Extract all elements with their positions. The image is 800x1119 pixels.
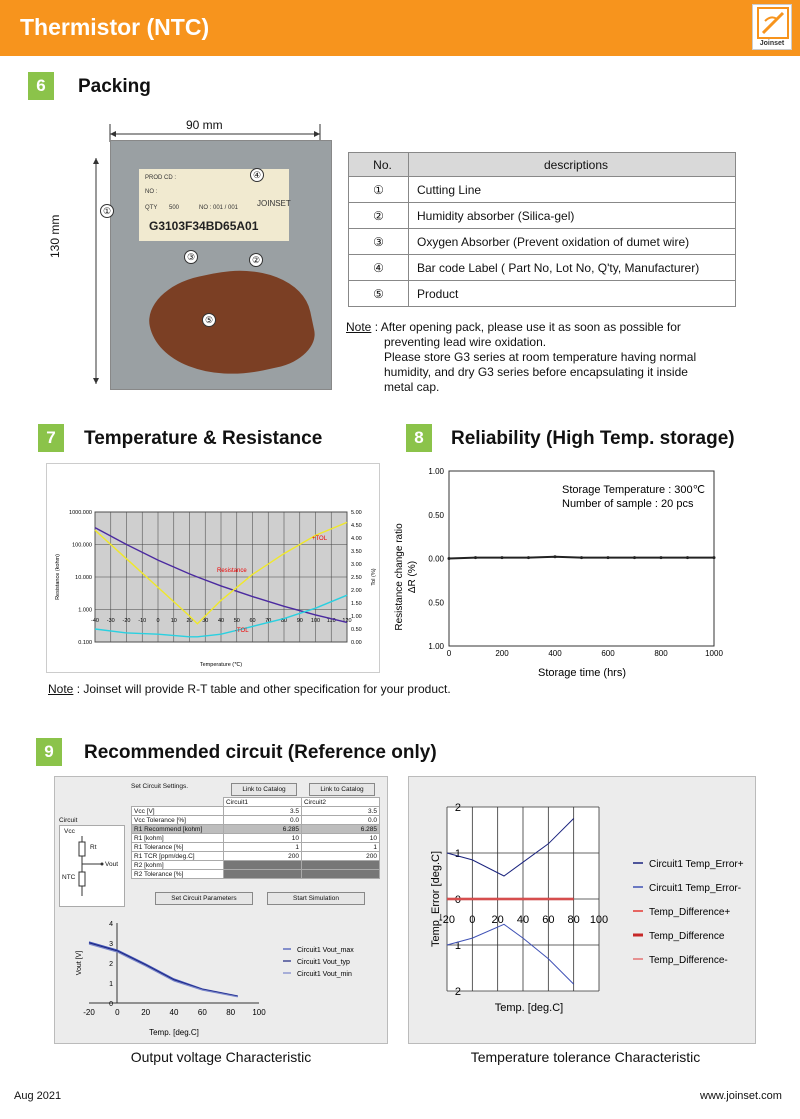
y-tick-label: 10.000 xyxy=(75,575,92,581)
table-row xyxy=(132,843,380,852)
temp-error-chart xyxy=(409,777,757,1045)
temperature-tolerance-panel xyxy=(408,776,756,1044)
circuit-simulator-panel xyxy=(54,776,388,1044)
circuit-settings-table xyxy=(131,797,380,879)
legend-label: Circuit1 Vout_typ xyxy=(297,959,350,966)
table-row xyxy=(132,870,380,879)
row-label: R1 [kohm] xyxy=(132,834,224,843)
table-row xyxy=(349,177,736,203)
x-axis-label: Temperature (℃) xyxy=(199,662,243,668)
link-to-catalog-2-button[interactable]: Link to Catalog xyxy=(309,783,375,796)
legend-label: Circuit1 Temp_Error+ xyxy=(649,859,744,870)
row-desc: Humidity absorber (Silica-gel) xyxy=(409,203,736,229)
circuit2-value[interactable]: 10 xyxy=(302,834,380,843)
x-tick-label: 100 xyxy=(589,914,609,926)
y2-tick-label: 0.50 xyxy=(351,627,362,633)
circuit2-value[interactable]: 0.0 xyxy=(302,816,380,825)
y-axis-label-2: ΔR (%) xyxy=(407,560,418,594)
col-circuit2: Circuit2 xyxy=(302,798,380,807)
x-tick-label: 0 xyxy=(469,914,476,926)
x-axis-label: Temp. [deg.C] xyxy=(149,1028,199,1037)
row-label: R1 Recommend [kohm] xyxy=(132,825,224,834)
vout-label: Vout xyxy=(105,861,119,868)
section-7-title: Temperature & Resistance xyxy=(84,428,323,449)
table-header-row xyxy=(349,153,736,177)
table-row xyxy=(132,816,380,825)
x-tick-label: 400 xyxy=(548,649,562,658)
data-point xyxy=(607,556,610,559)
label-qty: QTY xyxy=(145,205,158,211)
x-tick-label: 70 xyxy=(265,618,272,624)
x-tick-label: -20 xyxy=(83,1008,95,1017)
x-tick-label: 40 xyxy=(217,618,225,624)
col-circuit1: Circuit1 xyxy=(224,798,302,807)
label-no2: NO : 001 / 001 xyxy=(199,205,239,211)
y2-tick-label: 0.00 xyxy=(351,640,362,646)
link-to-catalog-1-button[interactable]: Link to Catalog xyxy=(231,783,297,796)
y-tick-label: 2 xyxy=(454,986,461,998)
packing-description-table xyxy=(348,152,736,307)
y2-tick-label: 4.00 xyxy=(351,536,362,542)
y-axis-label: Temp_Error [deg.C] xyxy=(430,851,442,947)
circuit-diagram xyxy=(59,825,125,907)
start-simulation-button[interactable]: Start Simulation xyxy=(267,892,365,905)
y2-tick-label: 1.50 xyxy=(351,601,362,607)
section-6-number: 6 xyxy=(28,72,54,100)
legend-label: Circuit1 Vout_min xyxy=(297,971,352,978)
x-tick-label: 30 xyxy=(202,618,209,624)
note-line-5: metal cap. xyxy=(384,380,440,394)
tolerance-caption: Temperature tolerance Characteristic xyxy=(470,1049,701,1065)
annotation-minus-tol: -TOL xyxy=(235,628,249,634)
ntc-label: NTC xyxy=(62,874,76,881)
y2-tick-label: 2.00 xyxy=(351,588,362,594)
series-line xyxy=(89,943,238,996)
y2-tick-label: 5.00 xyxy=(351,510,362,516)
data-point xyxy=(580,556,583,559)
circuit2-value xyxy=(302,870,380,879)
circuit1-value[interactable]: 1 xyxy=(224,843,302,852)
note-line-3: Please store G3 series at room temperature having normal xyxy=(384,350,697,364)
y-tick-label: 100.000 xyxy=(72,542,92,549)
y-tick-label: 0 xyxy=(109,1001,113,1008)
y-tick-label: 0.50 xyxy=(428,598,444,608)
table-row xyxy=(132,807,380,816)
marker-1: ① xyxy=(100,204,114,218)
rt-note-label: Note xyxy=(48,682,74,696)
label-prod-cd: PROD CD : xyxy=(145,175,177,181)
y-tick-label: 0.00 xyxy=(428,554,444,564)
data-point xyxy=(527,556,530,559)
y-tick-label: 2 xyxy=(454,802,461,814)
y-tick-label: 1 xyxy=(454,940,461,952)
note-line-2: preventing lead wire oxidation. xyxy=(384,335,547,349)
set-circuit-parameters-button[interactable]: Set Circuit Parameters xyxy=(155,892,253,905)
x-tick-label: 0 xyxy=(446,649,452,658)
circuit1-value[interactable]: 3.5 xyxy=(224,807,302,816)
table-row xyxy=(349,229,736,255)
x-tick-label: 0 xyxy=(115,1008,120,1017)
circuit2-value: 6.285 xyxy=(302,825,380,834)
rt-chart-frame xyxy=(46,463,380,673)
y-tick-label: 1.00 xyxy=(428,642,444,651)
x-tick-label: -40 xyxy=(91,618,99,624)
y-tick-label: 1.00 xyxy=(428,467,444,476)
legend-label: Temp_Difference xyxy=(649,931,725,942)
vout-chart xyxy=(55,913,389,1043)
x-tick-label: 60 xyxy=(542,914,555,926)
label-qty-value: 500 xyxy=(169,205,180,211)
table-row xyxy=(349,203,736,229)
rt-note-text: : Joinset will provide R-T table and other specification for your product. xyxy=(76,682,451,696)
x-tick-label: 20 xyxy=(141,1008,151,1017)
table-row xyxy=(349,281,736,307)
row-no: ③ xyxy=(349,229,409,255)
section-9-number: 9 xyxy=(36,738,62,766)
data-point xyxy=(474,556,477,559)
section-8-title: Reliability (High Temp. storage) xyxy=(451,428,735,449)
reliability-chart xyxy=(392,460,788,690)
output-caption: Output voltage Characteristic xyxy=(130,1049,312,1065)
x-tick-label: 80 xyxy=(567,914,580,926)
annotation-resistance: Resistance xyxy=(217,568,247,574)
x-tick-label: 800 xyxy=(654,649,668,658)
row-label: R2 [kohm] xyxy=(132,861,224,870)
x-tick-label: 20 xyxy=(186,618,193,624)
section-8-number: 8 xyxy=(406,424,432,452)
y-tick-label: 0 xyxy=(454,894,461,906)
marker-5: ⑤ xyxy=(202,313,216,327)
marker-2: ② xyxy=(249,253,263,267)
rt-label: Rt xyxy=(90,844,97,851)
row-label: Vcc Tolerance [%] xyxy=(132,816,224,825)
x-tick-label: 100 xyxy=(252,1008,266,1017)
table-row xyxy=(132,825,380,834)
circuit1-value[interactable]: 10 xyxy=(224,834,302,843)
y2-axis-label: Tol (%) xyxy=(371,568,377,586)
y-tick-label: 0.100 xyxy=(78,640,92,646)
set-circuit-settings-label: Set Circuit Settings. xyxy=(131,783,189,790)
x-tick-label: 110 xyxy=(326,618,336,624)
y2-tick-label: 2.50 xyxy=(351,575,362,581)
marker-3: ③ xyxy=(184,250,198,264)
x-tick-label: 120 xyxy=(342,618,352,624)
row-label: R2 Tolerance [%] xyxy=(132,870,224,879)
y-tick-label: 1 xyxy=(454,848,461,860)
y-tick-label: 4 xyxy=(109,921,113,928)
label-no: NO : xyxy=(145,189,158,195)
data-point xyxy=(633,556,636,559)
vcc-label: Vcc xyxy=(64,828,75,835)
data-point xyxy=(686,556,689,559)
x-tick-label: 60 xyxy=(197,1008,207,1017)
row-no: ④ xyxy=(349,255,409,281)
x-tick-label: -10 xyxy=(138,618,147,624)
note-line-4: humidity, and dry G3 series before encapsulating it inside xyxy=(384,365,688,379)
x-tick-label: 200 xyxy=(495,649,509,658)
circuit2-value[interactable]: 1 xyxy=(302,843,380,852)
header-no: No. xyxy=(349,153,409,177)
marker-4: ④ xyxy=(250,168,264,182)
package-photo xyxy=(110,140,332,390)
product-wires xyxy=(142,256,320,392)
x-tick-label: 50 xyxy=(233,618,240,624)
x-tick-label: 600 xyxy=(601,649,615,658)
circuit1-value xyxy=(224,870,302,879)
x-tick-label: -30 xyxy=(106,618,115,624)
x-tick-label: 0 xyxy=(156,618,160,624)
series-line xyxy=(89,944,238,997)
circuit1-value[interactable]: 200 xyxy=(224,852,302,861)
x-tick-label: 100 xyxy=(310,618,321,624)
row-desc: Bar code Label ( Part No, Lot No, Q'ty, Manufacturer) xyxy=(409,255,736,281)
table-row xyxy=(132,852,380,861)
label-brand: JOINSET xyxy=(257,199,291,208)
table-row xyxy=(349,255,736,281)
circuit1-value xyxy=(224,861,302,870)
x-tick-label: 10 xyxy=(170,618,177,624)
x-tick-label: 40 xyxy=(169,1008,179,1017)
annotation-storage-temp: Storage Temperature : 300℃ xyxy=(562,484,706,496)
legend-label: Circuit1 Temp_Error- xyxy=(649,883,742,894)
data-point xyxy=(448,557,451,560)
x-axis-label: Temp. [deg.C] xyxy=(494,1002,564,1014)
row-label: R1 TCR [ppm/deg.C] xyxy=(132,852,224,861)
circuit2-value xyxy=(302,861,380,870)
table-row xyxy=(132,861,380,870)
joinset-logo xyxy=(752,4,792,50)
x-tick-label: 80 xyxy=(280,618,288,624)
rt-note xyxy=(48,682,451,697)
data-point xyxy=(554,555,557,558)
circuit-label: Circuit xyxy=(59,817,78,824)
row-label: Vcc [V] xyxy=(132,807,224,816)
reliability-chart-frame xyxy=(392,460,788,690)
circuit2-value[interactable]: 3.5 xyxy=(302,807,380,816)
y-tick-label: 1 xyxy=(109,981,113,988)
height-dimension: 130 mm xyxy=(48,214,62,258)
x-tick-label: 40 xyxy=(516,914,530,926)
circuit2-value[interactable]: 200 xyxy=(302,852,380,861)
page-title: Thermistor (NTC) xyxy=(20,14,210,40)
row-no: ② xyxy=(349,203,409,229)
y-tick-label: 2 xyxy=(109,961,113,968)
label-code: G3103F34BD65A01 xyxy=(149,219,259,233)
width-dimension: 90 mm xyxy=(186,118,223,132)
x-tick-label: 20 xyxy=(491,914,504,926)
x-tick-label: -20 xyxy=(439,914,455,926)
y-tick-label: 1000.000 xyxy=(69,510,92,516)
table-row xyxy=(132,834,380,843)
packing-note xyxy=(346,320,766,395)
circuit1-value[interactable]: 0.0 xyxy=(224,816,302,825)
footer-date: Aug 2021 xyxy=(14,1090,62,1102)
annotation-sample-count: Number of sample : 20 pcs xyxy=(562,498,694,510)
section-7-number: 7 xyxy=(38,424,64,452)
circuit1-value: 6.285 xyxy=(224,825,302,834)
section-9-title: Recommended circuit (Reference only) xyxy=(84,742,437,763)
y2-tick-label: 3.00 xyxy=(351,562,362,568)
legend-label: Temp_Difference- xyxy=(649,955,728,966)
x-tick-label: -20 xyxy=(122,618,131,624)
header-descriptions: descriptions xyxy=(409,153,736,177)
y2-tick-label: 3.50 xyxy=(351,549,362,555)
section-6-title: Packing xyxy=(78,76,151,97)
y2-tick-label: 1.00 xyxy=(351,614,362,620)
row-desc: Oxygen Absorber (Prevent oxidation of dumet wire) xyxy=(409,229,736,255)
barcode-label xyxy=(139,169,289,241)
data-point xyxy=(501,556,504,559)
y-tick-label: 1.000 xyxy=(78,607,92,614)
row-desc: Cutting Line xyxy=(409,177,736,203)
x-tick-label: 80 xyxy=(226,1008,236,1017)
y-axis-label: Resistance (kohm) xyxy=(55,554,61,600)
x-tick-label: 1000 xyxy=(705,649,723,658)
data-point xyxy=(713,556,716,559)
logo-text: Joinset xyxy=(759,40,785,47)
y-axis-label: Vout [V] xyxy=(76,950,83,976)
y-axis-label: Resistance change ratio xyxy=(394,523,405,631)
annotation-plus-tol: +TOL xyxy=(312,536,328,542)
row-label: R1 Tolerance [%] xyxy=(132,843,224,852)
row-no: ① xyxy=(349,177,409,203)
x-tick-label: 60 xyxy=(249,618,256,624)
footer-url[interactable]: www.joinset.com xyxy=(700,1090,782,1102)
legend-label: Circuit1 Vout_max xyxy=(297,947,354,954)
data-point xyxy=(660,556,663,559)
y-tick-label: 3 xyxy=(109,941,113,948)
legend-label: Temp_Difference+ xyxy=(649,907,731,918)
note-line-1: : After opening pack, please use it as soon as possible for xyxy=(374,320,681,334)
row-desc: Product xyxy=(409,281,736,307)
x-tick-label: 90 xyxy=(296,618,303,624)
rt-chart xyxy=(47,464,381,674)
logo-mark-icon xyxy=(757,7,789,39)
note-label: Note xyxy=(346,320,372,334)
x-axis-label: Storage time (hrs) xyxy=(537,667,627,679)
header-bar xyxy=(0,0,800,56)
y-tick-label: 0.50 xyxy=(428,510,444,520)
y2-tick-label: 4.50 xyxy=(351,523,362,529)
row-no: ⑤ xyxy=(349,281,409,307)
